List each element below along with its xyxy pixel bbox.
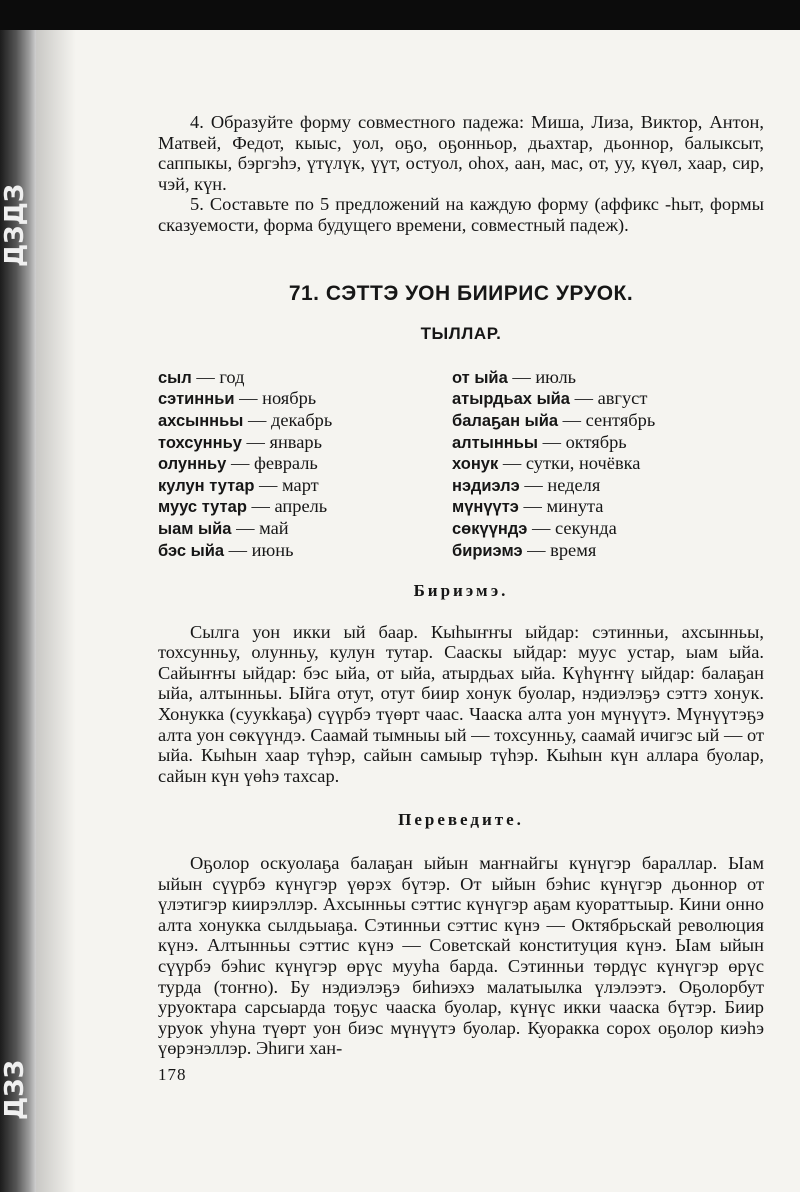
spine-text-fragment-bottom: ДЗЗ bbox=[0, 1059, 30, 1121]
vocabulary-word: бэс ыйа bbox=[158, 541, 225, 560]
vocabulary-word: ахсынньы bbox=[158, 411, 244, 430]
vocabulary-word: балаҕан ыйа bbox=[452, 411, 559, 430]
vocabulary-title: ТЫЛЛАР. bbox=[420, 324, 502, 344]
vocabulary-separator: — bbox=[241, 431, 270, 452]
vocabulary-separator: — bbox=[191, 366, 220, 387]
exercise-5: 5. Составьте по 5 предложений на каждую форму (аффикс -һыт, формы сказуемости, форма будущего времени, совместный падеж). bbox=[158, 194, 764, 235]
vocabulary-separator: — bbox=[558, 409, 586, 430]
vocabulary-translation: декабрь bbox=[270, 409, 333, 430]
section-title-translate: Переведите. bbox=[398, 810, 524, 830]
vocabulary-word: нэдиэлэ bbox=[452, 476, 520, 495]
vocabulary-separator: — bbox=[569, 388, 598, 409]
vocabulary-column-left bbox=[158, 367, 452, 561]
spine-text-fragment-top: ДЗДЗ bbox=[0, 183, 30, 267]
exercise-4: 4. Образуйте форму совместного падежа: Миша, Лиза, Виктор, Антон, Матвей, Федот, кыыс, уол, оҕо, оҕонньор, дьахтар, дьоннор, балыксыт, саппыкы, бэргэһэ, үтүлүк, үүт, остуол, оһох, аан, мас, от, уу, күөл, хаар, сир, чэй, күн. bbox=[158, 112, 764, 194]
scan-top-edge bbox=[0, 0, 800, 30]
vocabulary-translation: время bbox=[550, 539, 597, 560]
lesson-title: 71. СЭТТЭ УОН БИИРИС УРУОК. bbox=[288, 281, 634, 305]
vocabulary-word: сыл bbox=[158, 368, 192, 387]
vocabulary-word: алтынньы bbox=[452, 433, 538, 452]
vocabulary-separator: — bbox=[234, 388, 263, 409]
vocabulary-word: кулун тутар bbox=[158, 476, 255, 495]
vocabulary-translation: июль bbox=[535, 366, 577, 387]
gutter-shadow bbox=[36, 30, 76, 1192]
vocabulary-separator: — bbox=[224, 539, 252, 560]
vocabulary-translation: минута bbox=[546, 496, 604, 517]
vocabulary-translation: май bbox=[259, 517, 289, 538]
vocabulary-translation: август bbox=[597, 388, 648, 409]
vocabulary-separator: — bbox=[519, 474, 548, 495]
vocabulary-separator: — bbox=[507, 366, 536, 387]
vocabulary-translation: ноябрь bbox=[262, 388, 317, 409]
vocabulary-column-right bbox=[452, 367, 746, 561]
vocabulary-entry bbox=[158, 388, 452, 410]
vocabulary-entry bbox=[452, 475, 746, 497]
vocabulary-entry bbox=[158, 410, 452, 432]
vocabulary-entry bbox=[452, 453, 746, 475]
vocabulary-word: ыам ыйа bbox=[158, 519, 232, 538]
vocabulary-translation: июнь bbox=[251, 539, 294, 560]
vocabulary-separator: — bbox=[254, 474, 283, 495]
vocabulary-entry bbox=[452, 518, 746, 540]
vocabulary-entry bbox=[452, 410, 746, 432]
vocabulary-entry bbox=[452, 432, 746, 454]
vocabulary-separator: — bbox=[527, 517, 556, 538]
vocabulary-separator: — bbox=[246, 496, 275, 517]
book-spine bbox=[0, 30, 36, 1192]
vocabulary-word: от ыйа bbox=[452, 368, 508, 387]
vocabulary-translation: апрель bbox=[274, 496, 328, 517]
vocabulary-entry bbox=[452, 496, 746, 518]
vocabulary-entry bbox=[452, 540, 746, 562]
vocabulary-translation: январь bbox=[269, 431, 322, 452]
vocabulary-entry bbox=[158, 432, 452, 454]
reading-text-time: Сылга уон икки ый баар. Кыһыҥҥы ыйдар: сэтинньи, ахсынньы, тохсунньу, олунньу, кулун тутар. Сааскы ыйдар: муус устар, ыам ыйа. Сайыҥҥы ыйдар: бэс ыйа, от ыйа, атырдьах ыйа. Күһүҥҥү ыйдар: балаҕан ыйа, алтынньы. Ыйга отут, отут биир хонук буолар, нэдиэлэҕэ сэттэ хонук. Хонукка (суукkaҕа) сүүрбэ түөрт чаас. Чааска алта уон мүнүүтэ. Мүнүүтэҕэ алта уон сөкүүндэ. Саамай тымныы ый — тохсунньу, саамай ичигэс ый — от ыйа. Кыһын хаар түһэр, сайын самыыр түһэр. Кыһын күн аллара буолар, сайын күн үөһэ тахсар. bbox=[158, 621, 764, 786]
vocabulary-translation: октябрь bbox=[565, 431, 627, 452]
page-content bbox=[158, 112, 764, 1086]
vocabulary-entry bbox=[158, 367, 452, 389]
vocabulary-word: бириэмэ bbox=[452, 541, 523, 560]
vocabulary-translation: секунда bbox=[555, 517, 617, 538]
section-title-time: Бириэмэ. bbox=[413, 581, 509, 601]
vocabulary-entry bbox=[158, 518, 452, 540]
page-number: 178 bbox=[158, 1064, 187, 1084]
vocabulary-entry bbox=[158, 453, 452, 475]
vocabulary-entry bbox=[452, 367, 746, 389]
vocabulary-word: сөкүүндэ bbox=[452, 519, 528, 538]
vocabulary-separator: — bbox=[518, 496, 547, 517]
vocabulary-separator: — bbox=[231, 517, 260, 538]
vocabulary-list bbox=[158, 367, 764, 561]
vocabulary-separator: — bbox=[522, 539, 551, 560]
vocabulary-separator: — bbox=[243, 409, 271, 430]
vocabulary-entry bbox=[158, 475, 452, 497]
vocabulary-entry bbox=[158, 540, 452, 562]
vocabulary-translation: февраль bbox=[253, 453, 318, 474]
vocabulary-word: атырдьах ыйа bbox=[452, 390, 570, 409]
translation-exercise-text: Оҕолор оскуолаҕа балаҕан ыйын маҥнайгы күнүгэр бараллар. Ыам ыйын сүүрбэ күнүгэр үөрэх бүтэр. От ыйын бэһис күнүгэр дьоннор от үлэтигэр киирэллэр. Ахсынньы сэттис күнүгэр аҕам куораттыыр. Кини онно алта хонукка сылдьыаҕа. Сэтинньи сэттис күнэ — Октябрьскай революция күнэ. Алтынньы сэттис күнэ — Советскай конституция күнэ. Ыам ыйын сүүрбэ бэһис күнүгэр өрүс мууһа барда. Сэтинньи төрдүс күнүгэр өрүс турда (тоҥно). Бу нэдиэлэҕэ биһиэхэ малатыылка үлэлээтэ. Оҕолорбут уруоктара сарсыарда тоҕус чааска буолар, күнүс икки чааска бүтэр. Биир уруок уһуна түөрт уон биэс мүнүүтэ буолар. Куоракка сорох оҕолор киэһэ үөрэнэллэр. Эһиги хан- bbox=[158, 853, 764, 1059]
vocabulary-word: хонук bbox=[452, 455, 499, 474]
vocabulary-translation: год bbox=[219, 366, 245, 387]
vocabulary-entry bbox=[158, 496, 452, 518]
vocabulary-word: мүнүүтэ bbox=[452, 498, 519, 517]
vocabulary-word: тохсунньу bbox=[158, 433, 242, 452]
vocabulary-translation: сентябрь bbox=[585, 409, 656, 430]
vocabulary-separator: — bbox=[498, 453, 526, 474]
vocabulary-separator: — bbox=[226, 453, 254, 474]
vocabulary-word: сэтинньи bbox=[158, 390, 235, 409]
vocabulary-separator: — bbox=[538, 431, 566, 452]
vocabulary-word: муус тутар bbox=[158, 498, 247, 517]
vocabulary-translation: сутки, ночёвка bbox=[525, 453, 641, 474]
vocabulary-translation: неделя bbox=[547, 474, 601, 495]
vocabulary-translation: март bbox=[282, 474, 319, 495]
vocabulary-entry bbox=[452, 388, 746, 410]
vocabulary-word: олунньу bbox=[158, 455, 227, 474]
